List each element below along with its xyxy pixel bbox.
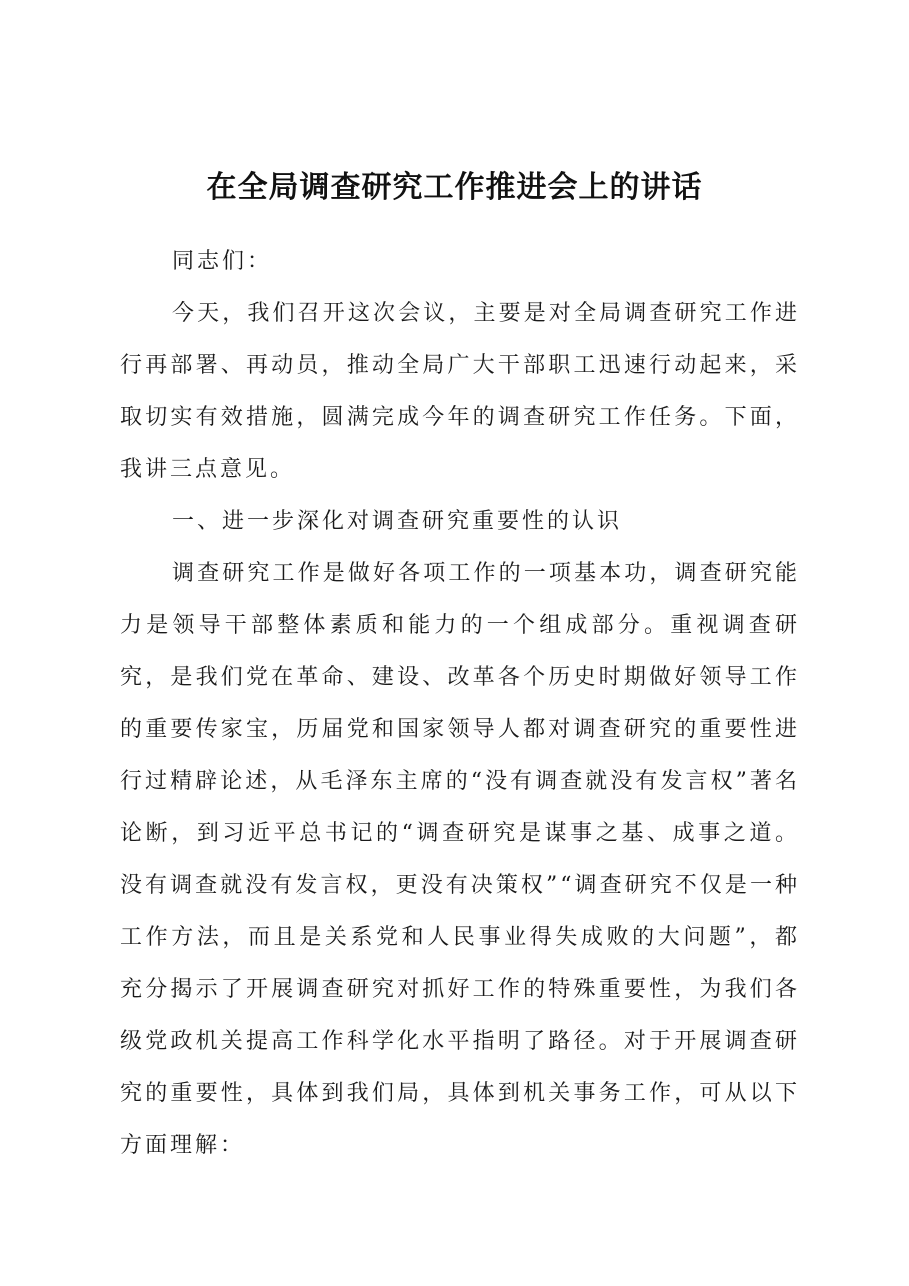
document-title: 在全局调查研究工作推进会上的讲话 (206, 170, 703, 205)
document-body (120, 236, 800, 1172)
salutation-paragraph: 同志们： (172, 249, 273, 274)
intro-paragraph: 今天，我们召开这次会议，主要是对全局调查研究工作进行再部署、再动员，推动全局广大干部职工迅速行动起来，采取切实有效措施，圆满完成今年的调查研究工作任务。下面，我讲三点意见。 (120, 301, 800, 482)
body-paragraph: 调查研究工作是做好各项工作的一项基本功，调查研究能力是领导干部整体素质和能力的一个组成部分。重视调查研究，是我们党在革命、建设、改革各个历史时期做好领导工作的重要传家宝，历届党和国家领导人都对调查研究的重要性进行过精辟论述，从毛泽东主席的“没有调查就没有发言权”著名论断，到习近平总书记的“调查研究是谋事之基、成事之道。没有调查就没有发言权，更没有决策权”“调查研究不仅是一种工作方法，而且是关系党和人民事业得失成败的大问题”，都充分揭示了开展调查研究对抓好工作的特殊重要性，为我们各级党政机关提高工作科学化水平指明了路径。对于开展调查研究的重要性，具体到我们局，具体到机关事务工作，可从以下方面理解： (120, 561, 800, 1158)
section-heading: 一、进一步深化对调查研究重要性的认识 (172, 509, 623, 534)
